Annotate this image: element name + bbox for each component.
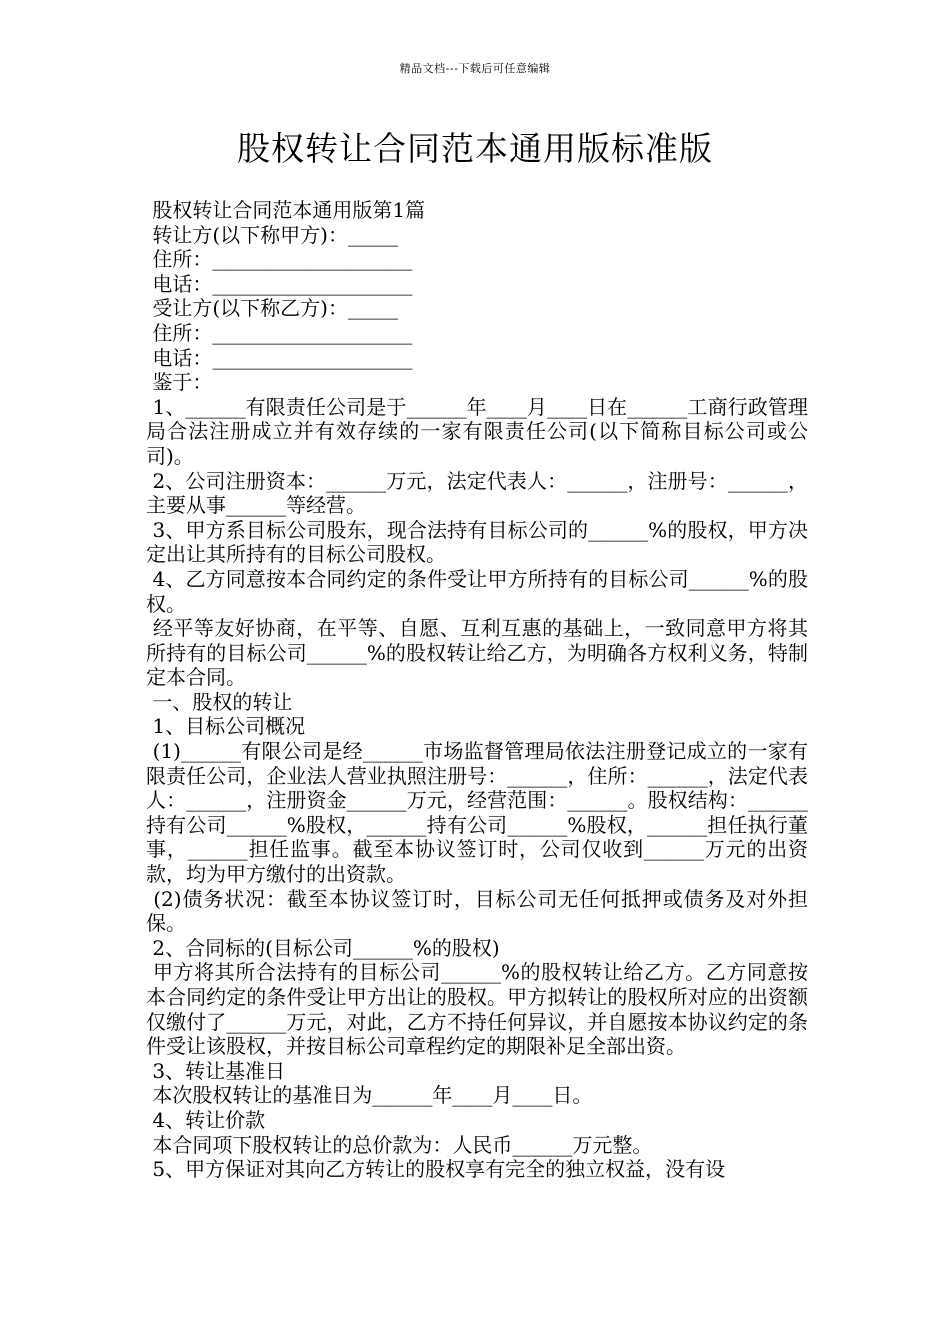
paragraph: 电话：____________________	[146, 271, 413, 296]
paragraph: 5、甲方保证对其向乙方转让的股权享有完全的独立权益，没有设	[146, 1157, 726, 1182]
document-title: 股权转让合同范本通用版标准版	[237, 129, 713, 168]
paragraph: 4、乙方同意按本合同约定的条件受让甲方所持有的目标公司______%的股权。	[146, 566, 809, 616]
document-body	[146, 198, 808, 1182]
paragraph: 本合同项下股权转让的总价款为：人民币______万元整。	[146, 1132, 653, 1157]
subsection-heading: 4、转让价款	[146, 1107, 266, 1132]
paragraph: 电话：____________________	[146, 345, 413, 370]
paragraph: 股权转让合同范本通用版第1篇	[146, 198, 426, 222]
paragraph: (1)______有限公司是经______市场监督管理局依法注册登记成立的一家有限责任公司，企业法人营业执照注册号：______，住所：______，法定代表人：______，注册资金______万元，经营范围：______。股权结构：______持有公司______%股权，______持有公司______%股权，______担任执行董事，______担任监事。截至本协议签订时，公司仅收到______万元的出资款，均为甲方缴付的出资款。	[146, 739, 808, 887]
paragraph: (2)债务状况：截至本协议签订时，目标公司无任何抵押或债务及对外担保。	[146, 886, 808, 936]
paragraph: 鉴于：	[146, 370, 213, 395]
subsection-heading: 3、转让基准日	[146, 1058, 286, 1083]
paragraph: 经平等友好协商，在平等、自愿、互利互惠的基础上，一致同意甲方将其所持有的目标公司______%的股权转让给乙方，为明确各方权利义务，特制定本合同。	[146, 616, 809, 690]
paragraph: 转让方(以下称甲方)：_____	[146, 222, 398, 247]
paragraph: 甲方将其所合法持有的目标公司______%的股权转让给乙方。乙方同意按本合同约定的条件受让甲方出让的股权。甲方拟转让的股权所对应的出资额仅缴付了______万元，对此，乙方不持任何异议，并自愿按本协议约定的条件受让该股权，并按目标公司章程约定的期限补足全部出资。	[146, 960, 808, 1059]
paragraph: 本次股权转让的基准日为______年____月____日。	[146, 1083, 593, 1108]
paragraph: 住所：____________________	[146, 320, 413, 345]
subsection-heading: 2、合同标的(目标公司______%的股权)	[146, 935, 500, 960]
section-heading: 一、股权的转让	[146, 689, 293, 714]
subsection-heading: 1、目标公司概况	[146, 714, 306, 739]
paragraph: 住所：____________________	[146, 247, 413, 272]
paragraph: 2、公司注册资本：______万元，法定代表人：______，注册号：______，主要从事______等经营。	[146, 468, 808, 518]
paragraph: 3、甲方系目标公司股东，现合法持有目标公司的______%的股权，甲方决定出让其所持有的目标公司股权。	[146, 517, 809, 567]
paragraph: 1、______有限责任公司是于______年____月____日在______工商行政管理局合法注册成立并有效存续的一家有限责任公司(以下简称目标公司或公司)。	[146, 394, 808, 468]
paragraph: 受让方(以下称乙方)：_____	[146, 296, 398, 321]
page-header: 精品文档---下载后可任意编辑	[399, 62, 551, 75]
